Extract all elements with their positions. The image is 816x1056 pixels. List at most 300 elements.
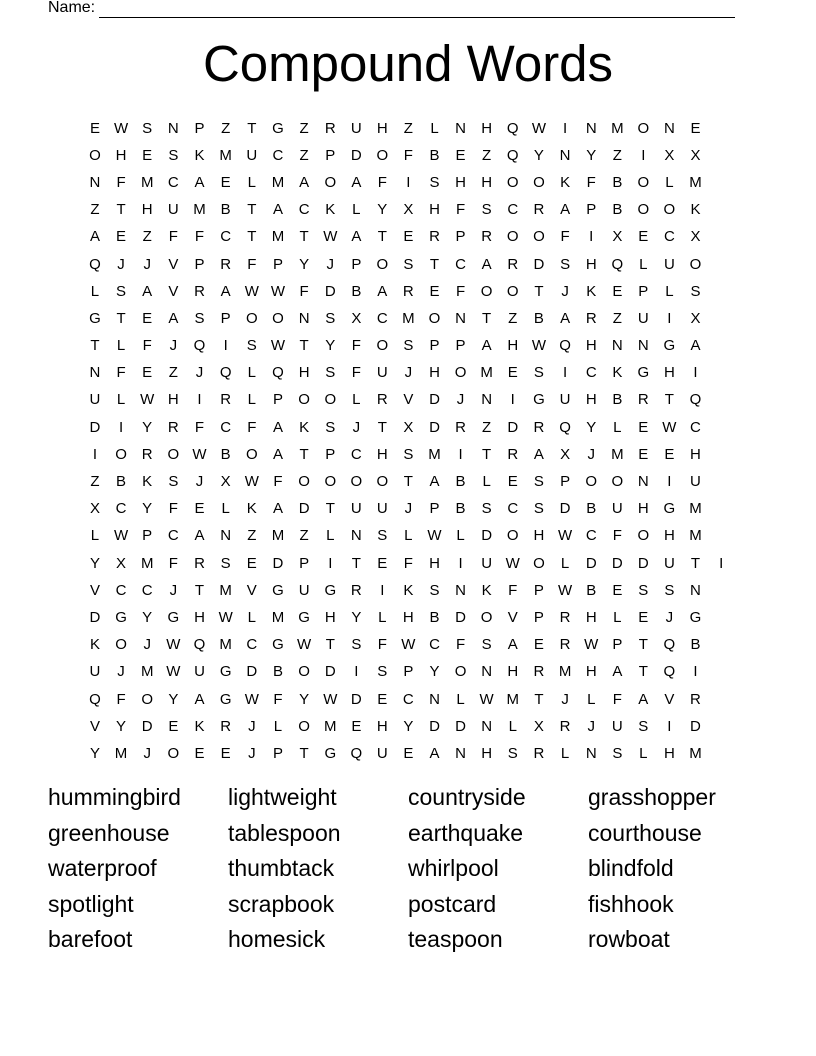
grid-letter[interactable]: G [637,364,650,382]
grid-letter[interactable]: Q [219,364,232,382]
grid-letter[interactable]: W [166,663,181,681]
grid-letter[interactable]: L [560,744,570,762]
grid-letter[interactable]: R [350,581,362,599]
grid-letter[interactable]: H [298,364,310,382]
grid-letter[interactable]: W [244,282,259,300]
grid-letter[interactable]: P [272,255,283,273]
grid-letter[interactable]: C [585,527,597,545]
grid-letter[interactable]: U [690,473,701,491]
grid-letter[interactable]: S [142,119,153,137]
grid-letter[interactable]: S [507,744,518,762]
grid-letter[interactable]: J [248,717,256,735]
grid-letter[interactable]: J [117,255,125,273]
grid-letter[interactable]: R [194,282,205,300]
grid-letter[interactable]: I [510,391,515,409]
grid-letter[interactable]: S [116,282,127,300]
grid-letter[interactable]: C [429,636,440,654]
grid-letter[interactable]: T [325,636,335,654]
grid-letter[interactable]: X [612,228,623,246]
grid-letter[interactable]: Y [299,690,310,708]
grid-letter[interactable]: G [219,690,232,708]
grid-letter[interactable]: S [325,309,336,327]
grid-letter[interactable]: A [507,636,518,654]
grid-letter[interactable]: R [559,717,571,735]
grid-letter[interactable]: S [481,636,492,654]
grid-letter[interactable]: P [533,608,544,626]
grid-letter[interactable]: A [612,663,623,681]
grid-letter[interactable]: T [90,337,100,355]
grid-letter[interactable]: Y [351,608,362,626]
grid-letter[interactable]: O [350,473,363,491]
grid-letter[interactable]: M [219,146,232,164]
grid-letter[interactable]: O [637,527,650,545]
grid-letter[interactable]: P [560,473,571,491]
grid-letter[interactable]: L [221,500,230,518]
grid-letter[interactable]: R [690,690,701,708]
grid-letter[interactable]: O [298,473,310,491]
grid-letter[interactable]: D [429,418,440,436]
grid-letter[interactable]: Z [508,309,518,327]
grid-letter[interactable]: K [299,418,310,436]
grid-letter[interactable]: T [377,228,387,246]
grid-letter[interactable]: F [273,473,283,491]
grid-letter[interactable]: E [142,364,153,382]
grid-letter[interactable]: S [403,337,414,355]
grid-letter[interactable]: N [455,581,466,599]
grid-letter[interactable]: S [638,581,649,599]
grid-letter[interactable]: B [351,282,362,300]
grid-letter[interactable]: H [585,608,597,626]
grid-letter[interactable]: O [637,119,650,137]
grid-letter[interactable]: A [272,418,283,436]
grid-letter[interactable]: G [298,608,310,626]
grid-letter[interactable]: I [458,554,463,572]
grid-letter[interactable]: E [690,119,701,137]
grid-letter[interactable]: O [298,391,310,409]
grid-letter[interactable]: G [219,663,232,681]
grid-letter[interactable]: M [689,500,702,518]
grid-letter[interactable]: N [481,391,493,409]
grid-letter[interactable]: Q [506,119,519,137]
grid-letter[interactable]: S [246,337,257,355]
grid-letter[interactable]: S [481,201,492,219]
grid-letter[interactable]: Q [89,690,101,708]
grid-letter[interactable]: K [612,364,623,382]
grid-letter[interactable]: U [350,500,362,518]
grid-letter[interactable]: M [193,201,206,219]
grid-letter[interactable]: H [585,337,597,355]
grid-letter[interactable]: C [167,527,179,545]
grid-letter[interactable]: M [271,173,285,191]
grid-letter[interactable]: O [689,255,702,273]
grid-letter[interactable]: R [507,445,519,463]
grid-letter[interactable]: S [377,663,388,681]
grid-letter[interactable]: P [325,146,336,164]
grid-letter[interactable]: C [272,146,284,164]
grid-letter[interactable]: E [455,146,466,164]
grid-letter[interactable]: O [272,309,284,327]
grid-letter[interactable]: O [533,554,545,572]
grid-letter[interactable]: B [455,473,466,491]
grid-letter[interactable]: T [403,473,413,491]
grid-letter[interactable]: S [690,282,701,300]
grid-letter[interactable]: R [141,445,153,463]
grid-letter[interactable]: S [638,717,649,735]
grid-letter[interactable]: H [663,364,675,382]
grid-letter[interactable]: S [403,255,414,273]
grid-letter[interactable]: U [611,500,623,518]
grid-letter[interactable]: L [247,173,256,191]
grid-letter[interactable]: Q [89,255,101,273]
grid-letter[interactable]: D [350,690,362,708]
grid-letter[interactable]: K [142,473,153,491]
grid-letter[interactable]: A [638,690,649,708]
grid-letter[interactable]: W [662,418,677,436]
grid-letter[interactable]: L [247,391,256,409]
grid-letter[interactable]: K [194,146,205,164]
grid-letter[interactable]: I [667,309,672,327]
grid-letter[interactable]: W [584,636,599,654]
grid-letter[interactable]: G [115,608,127,626]
grid-letter[interactable]: R [376,391,388,409]
grid-letter[interactable]: U [559,391,571,409]
grid-letter[interactable]: S [168,146,179,164]
grid-letter[interactable]: W [297,636,312,654]
grid-letter[interactable]: A [481,255,492,273]
grid-letter[interactable]: I [667,473,672,491]
grid-letter[interactable]: V [89,581,100,599]
grid-letter[interactable]: P [351,255,362,273]
grid-letter[interactable]: B [612,201,623,219]
grid-letter[interactable]: P [194,119,205,137]
grid-letter[interactable]: T [664,391,674,409]
grid-letter[interactable]: M [271,228,285,246]
grid-letter[interactable]: T [351,554,361,572]
grid-letter[interactable]: W [323,690,338,708]
grid-letter[interactable]: O [611,473,624,491]
grid-letter[interactable]: K [560,173,571,191]
grid-letter[interactable]: W [427,527,442,545]
grid-letter[interactable]: P [455,337,466,355]
grid-letter[interactable]: W [323,228,338,246]
grid-letter[interactable]: J [404,500,413,518]
grid-letter[interactable]: W [479,690,494,708]
grid-letter[interactable]: M [402,309,415,327]
grid-letter[interactable]: N [455,744,466,762]
grid-letter[interactable]: O [324,473,337,491]
grid-letter[interactable]: N [89,173,101,191]
grid-letter[interactable]: W [270,337,286,355]
grid-letter[interactable]: H [690,445,701,463]
grid-letter[interactable]: Y [429,663,440,681]
grid-letter[interactable]: W [140,391,155,409]
grid-letter[interactable]: Z [90,201,100,219]
grid-letter[interactable]: G [689,608,702,626]
grid-letter[interactable]: O [167,744,180,762]
grid-letter[interactable]: E [403,228,414,246]
grid-letter[interactable]: A [168,309,179,327]
grid-letter[interactable]: O [663,201,676,219]
grid-letter[interactable]: F [351,337,361,355]
grid-letter[interactable]: L [639,744,648,762]
grid-letter[interactable]: D [89,608,101,626]
grid-letter[interactable]: L [116,337,126,355]
grid-letter[interactable]: Y [89,744,100,762]
grid-letter[interactable]: M [689,744,702,762]
grid-letter[interactable]: P [533,581,544,599]
grid-letter[interactable]: W [401,636,416,654]
grid-letter[interactable]: D [298,500,310,518]
grid-letter[interactable]: X [533,717,544,735]
grid-letter[interactable]: X [403,418,414,436]
grid-letter[interactable]: F [377,636,387,654]
grid-letter[interactable]: R [402,282,414,300]
grid-letter[interactable]: B [116,473,127,491]
grid-letter[interactable]: Z [403,119,413,137]
grid-letter[interactable]: R [455,418,466,436]
grid-letter[interactable]: A [690,337,701,355]
grid-letter[interactable]: N [481,663,493,681]
grid-letter[interactable]: W [113,527,129,545]
grid-letter[interactable]: R [429,228,440,246]
grid-letter[interactable]: W [270,282,286,300]
grid-letter[interactable]: O [376,146,389,164]
grid-letter[interactable]: X [560,445,571,463]
grid-letter[interactable]: M [689,527,702,545]
grid-letter[interactable]: T [247,228,257,246]
grid-letter[interactable]: M [140,173,154,191]
name-underline[interactable] [99,3,735,18]
grid-letter[interactable]: L [352,201,361,219]
grid-letter[interactable]: K [586,282,597,300]
grid-letter[interactable]: D [507,418,519,436]
grid-letter[interactable]: L [456,690,465,708]
grid-letter[interactable]: T [377,418,387,436]
grid-letter[interactable]: I [118,418,124,436]
grid-letter[interactable]: B [612,173,623,191]
grid-letter[interactable]: H [507,663,519,681]
grid-letter[interactable]: G [272,581,284,599]
grid-letter[interactable]: H [167,391,179,409]
grid-letter[interactable]: H [324,608,336,626]
grid-letter[interactable]: C [167,173,179,191]
grid-letter[interactable]: T [194,581,205,599]
grid-letter[interactable]: P [299,554,310,572]
grid-letter[interactable]: C [663,228,675,246]
grid-letter[interactable]: P [142,527,153,545]
grid-letter[interactable]: F [560,228,570,246]
grid-letter[interactable]: D [141,717,153,735]
grid-letter[interactable]: W [557,581,573,599]
grid-letter[interactable]: O [376,337,389,355]
grid-letter[interactable]: P [325,445,336,463]
grid-letter[interactable]: F [247,255,257,273]
grid-letter[interactable]: G [663,337,676,355]
grid-letter[interactable]: Q [689,391,702,409]
grid-letter[interactable]: S [664,581,675,599]
grid-letter[interactable]: F [273,690,283,708]
grid-letter[interactable]: V [403,391,414,409]
grid-letter[interactable]: O [115,636,127,654]
grid-letter[interactable]: O [298,717,310,735]
grid-letter[interactable]: A [194,690,205,708]
grid-letter[interactable]: Y [168,690,179,708]
grid-letter[interactable]: L [404,527,413,545]
grid-letter[interactable]: W [557,527,573,545]
grid-letter[interactable]: J [587,445,595,463]
grid-letter[interactable]: X [116,554,127,572]
grid-letter[interactable]: F [508,581,518,599]
grid-letter[interactable]: T [690,554,701,572]
grid-letter[interactable]: E [142,309,153,327]
grid-letter[interactable]: J [665,608,674,626]
grid-letter[interactable]: T [482,309,492,327]
grid-letter[interactable]: F [612,527,622,545]
grid-letter[interactable]: R [637,391,649,409]
grid-letter[interactable]: C [220,228,232,246]
grid-letter[interactable]: V [507,608,518,626]
grid-letter[interactable]: C [350,445,362,463]
grid-letter[interactable]: F [247,418,257,436]
grid-letter[interactable]: C [507,500,519,518]
grid-letter[interactable]: P [638,282,649,300]
grid-letter[interactable]: U [637,309,649,327]
grid-letter[interactable]: O [428,309,441,327]
grid-letter[interactable]: M [428,445,441,463]
grid-letter[interactable]: X [690,146,701,164]
grid-letter[interactable]: V [168,255,179,273]
grid-letter[interactable]: U [481,554,493,572]
grid-letter[interactable]: A [194,527,205,545]
grid-letter[interactable]: C [220,418,232,436]
grid-letter[interactable]: E [377,690,388,708]
grid-letter[interactable]: C [690,418,701,436]
grid-letter[interactable]: P [403,663,414,681]
grid-letter[interactable]: W [218,608,233,626]
grid-letter[interactable]: J [561,282,569,300]
grid-letter[interactable]: O [637,201,650,219]
grid-letter[interactable]: S [168,473,179,491]
grid-letter[interactable]: F [612,690,622,708]
grid-letter[interactable]: J [143,255,151,273]
grid-letter[interactable]: H [507,337,519,355]
grid-letter[interactable]: O [585,473,598,491]
grid-letter[interactable]: M [480,364,493,382]
grid-letter[interactable]: N [481,717,493,735]
grid-letter[interactable]: A [142,282,153,300]
grid-letter[interactable]: Q [663,636,676,654]
grid-letter[interactable]: O [324,391,337,409]
grid-letter[interactable]: O [167,445,180,463]
grid-letter[interactable]: C [298,201,310,219]
grid-letter[interactable]: E [638,228,649,246]
grid-letter[interactable]: B [429,146,440,164]
grid-letter[interactable]: O [454,364,467,382]
grid-letter[interactable]: U [611,717,623,735]
grid-letter[interactable]: K [246,500,257,518]
grid-letter[interactable]: P [429,337,440,355]
grid-letter[interactable]: L [665,173,674,191]
grid-letter[interactable]: M [114,744,128,762]
grid-letter[interactable]: A [533,445,544,463]
grid-letter[interactable]: Y [533,146,544,164]
grid-letter[interactable]: L [482,473,491,491]
grid-letter[interactable]: W [531,119,546,137]
grid-letter[interactable]: L [90,527,100,545]
grid-letter[interactable]: A [377,282,388,300]
grid-letter[interactable]: M [271,608,285,626]
grid-letter[interactable]: U [246,146,258,164]
grid-letter[interactable]: D [89,418,101,436]
grid-letter[interactable]: M [140,554,154,572]
grid-letter[interactable]: F [455,282,466,300]
grid-letter[interactable]: Z [299,119,309,137]
grid-letter[interactable]: W [505,554,520,572]
grid-letter[interactable]: Z [299,146,309,164]
grid-letter[interactable]: J [456,391,465,409]
grid-letter[interactable]: F [455,201,466,219]
grid-letter[interactable]: D [429,391,440,409]
grid-letter[interactable]: G [272,636,284,654]
grid-letter[interactable]: F [586,173,596,191]
grid-letter[interactable]: K [325,201,336,219]
grid-letter[interactable]: Q [193,636,206,654]
grid-letter[interactable]: A [560,201,571,219]
grid-letter[interactable]: S [325,418,336,436]
grid-letter[interactable]: E [351,717,362,735]
grid-letter[interactable]: I [380,581,385,599]
grid-letter[interactable]: R [559,608,571,626]
grid-letter[interactable]: L [613,608,622,626]
grid-letter[interactable]: A [351,228,362,246]
grid-letter[interactable]: Y [142,500,153,518]
grid-letter[interactable]: H [533,527,545,545]
grid-letter[interactable]: G [324,581,337,599]
grid-letter[interactable]: J [587,717,595,735]
grid-letter[interactable]: L [560,554,570,572]
grid-letter[interactable]: R [585,309,597,327]
grid-letter[interactable]: H [455,173,466,191]
grid-letter[interactable]: H [141,201,153,219]
grid-letter[interactable]: M [219,636,232,654]
grid-letter[interactable]: O [637,173,650,191]
grid-letter[interactable]: N [637,337,649,355]
grid-letter[interactable]: M [140,663,154,681]
grid-letter[interactable]: C [455,255,466,273]
grid-letter[interactable]: W [192,445,207,463]
grid-letter[interactable]: O [245,309,258,327]
grid-letter[interactable]: G [167,608,180,626]
grid-letter[interactable]: I [92,445,98,463]
grid-letter[interactable]: Y [299,255,310,273]
grid-letter[interactable]: R [533,418,545,436]
grid-letter[interactable]: J [404,364,413,382]
grid-letter[interactable]: A [481,337,492,355]
grid-letter[interactable]: S [377,527,388,545]
grid-letter[interactable]: T [638,636,648,654]
grid-letter[interactable]: R [559,636,571,654]
grid-letter[interactable]: X [89,500,100,518]
grid-letter[interactable]: B [586,500,597,518]
grid-letter[interactable]: E [220,744,231,762]
grid-letter[interactable]: I [667,717,672,735]
grid-letter[interactable]: B [220,201,231,219]
grid-letter[interactable]: P [429,500,440,518]
grid-letter[interactable]: E [507,364,518,382]
grid-letter[interactable]: H [481,173,493,191]
grid-letter[interactable]: O [324,173,337,191]
grid-letter[interactable]: Z [299,527,309,545]
